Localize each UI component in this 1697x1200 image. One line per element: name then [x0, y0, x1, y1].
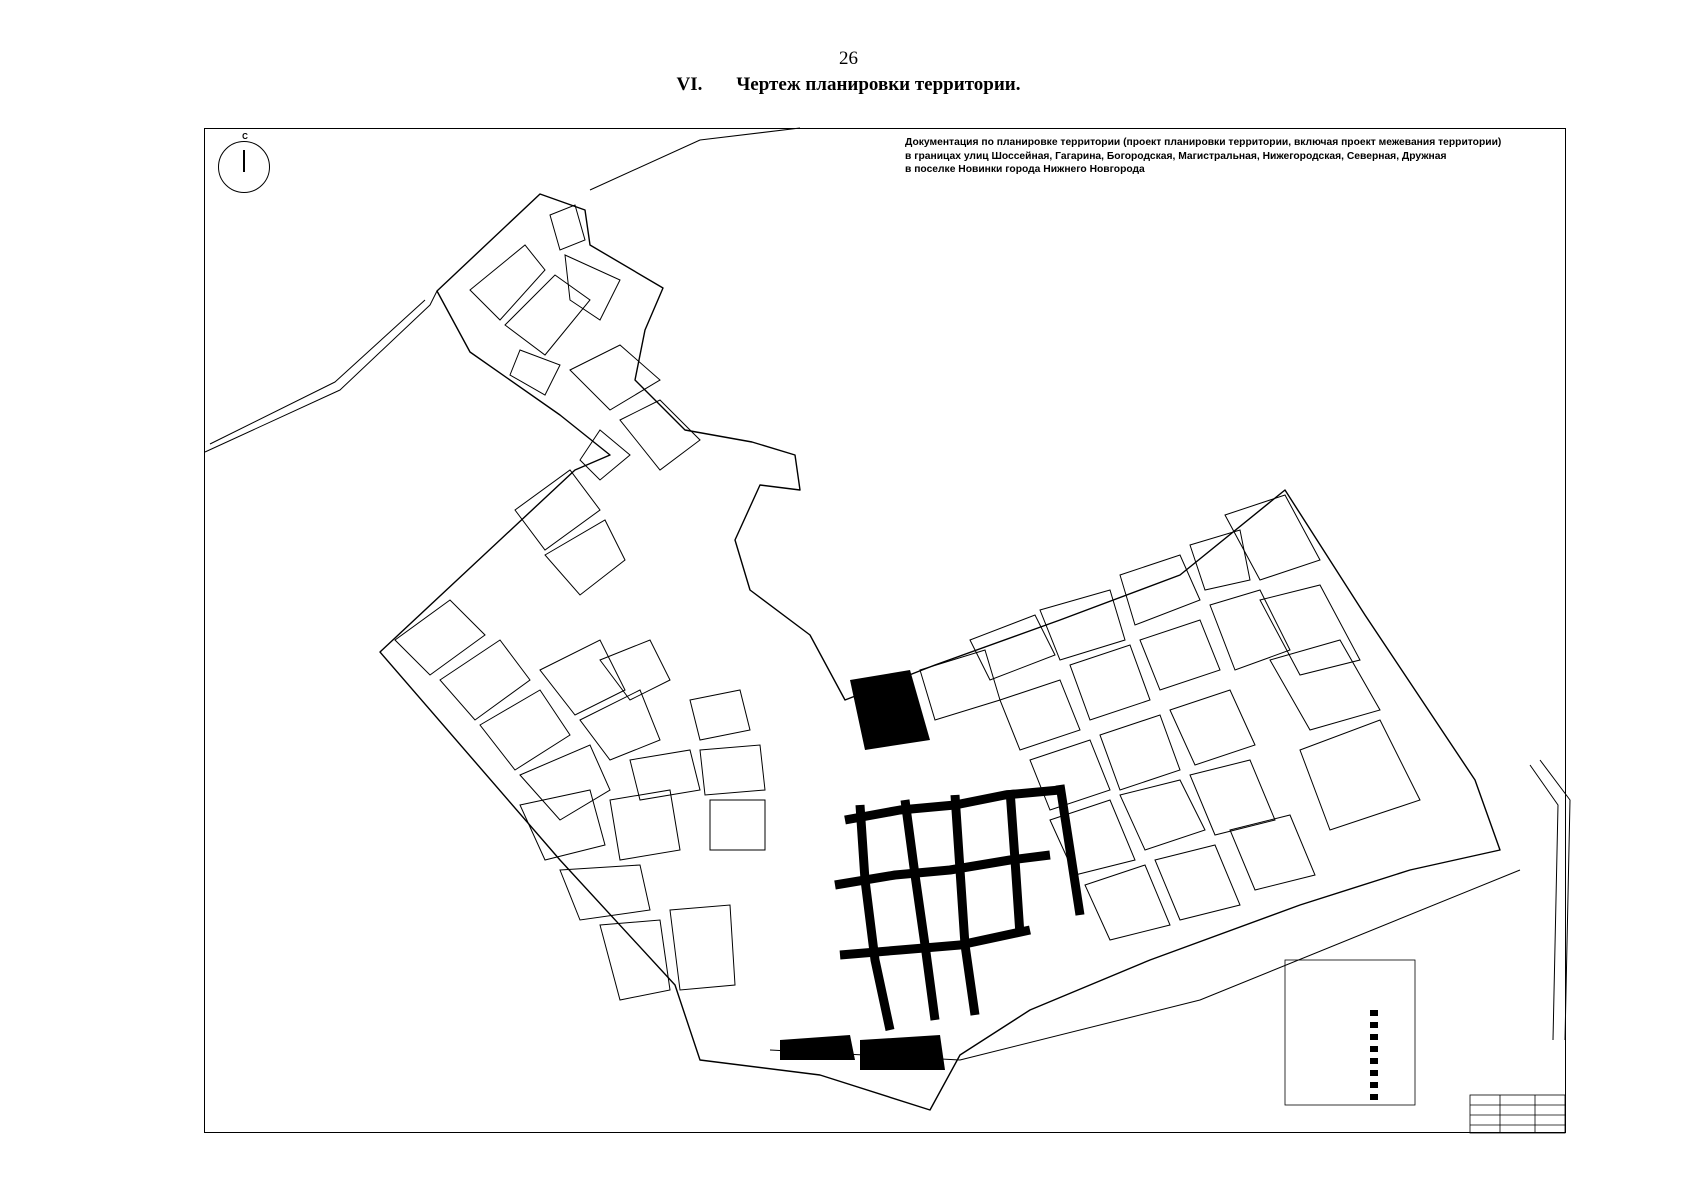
title-block-stamp	[1470, 1095, 1565, 1133]
city-block	[620, 400, 700, 470]
central-road-network	[780, 670, 1080, 1070]
city-block	[1100, 715, 1180, 790]
city-block	[1000, 680, 1080, 750]
west-blocks	[395, 470, 765, 1000]
main-street	[905, 800, 935, 1020]
section-number: VI.	[676, 74, 703, 95]
city-block	[1230, 815, 1315, 890]
city-block	[570, 345, 660, 410]
city-block	[480, 690, 570, 770]
city-block	[520, 745, 610, 820]
city-block	[395, 600, 485, 675]
legend-swatch	[1370, 1094, 1378, 1100]
city-block	[515, 470, 600, 550]
city-block	[670, 905, 735, 990]
legend-swatch	[1370, 1058, 1378, 1064]
legend-swatch	[1370, 1034, 1378, 1040]
city-block	[600, 920, 670, 1000]
city-block	[600, 640, 670, 700]
southern-plaza	[860, 1035, 945, 1070]
stamp-box	[1470, 1095, 1565, 1133]
city-block	[610, 790, 680, 860]
city-block	[1260, 585, 1360, 675]
city-block	[1225, 495, 1320, 580]
city-block	[545, 520, 625, 595]
drawing-title-line: Документация по планировке территории (проект планировки территории, включая проект межевания территории)	[905, 137, 1502, 148]
legend-box	[1285, 960, 1415, 1105]
city-block	[1155, 845, 1240, 920]
city-block	[1030, 740, 1110, 810]
legend-swatch	[1370, 1082, 1378, 1088]
drawing-title-line: в границах улиц Шоссейная, Гагарина, Богородская, Магистральная, Нижегородская, Северная, Дружная	[905, 150, 1447, 162]
city-block	[560, 865, 650, 920]
city-block	[1170, 690, 1255, 765]
city-block	[440, 640, 530, 720]
highway	[210, 300, 425, 444]
city-block	[1140, 620, 1220, 690]
eastern-road	[1530, 765, 1558, 1040]
legend-swatch	[1370, 1046, 1378, 1052]
legend-swatch	[1370, 1010, 1378, 1016]
page-number: 26	[839, 48, 858, 69]
legend	[1285, 960, 1415, 1105]
city-block	[1120, 555, 1200, 625]
main-street	[955, 795, 975, 1015]
city-block	[710, 800, 765, 850]
city-block	[1085, 865, 1170, 940]
main-street	[1010, 790, 1020, 935]
legend-swatch	[1370, 1022, 1378, 1028]
city-block	[505, 275, 590, 355]
eastern-road	[1540, 760, 1570, 1040]
city-block	[1270, 640, 1380, 730]
legend-swatch	[1370, 1070, 1378, 1076]
city-block	[1070, 645, 1150, 720]
main-street	[1060, 785, 1080, 915]
city-block	[550, 205, 585, 250]
highway	[205, 291, 437, 452]
highway	[590, 128, 800, 190]
city-block	[470, 245, 545, 320]
central-block	[850, 670, 930, 750]
city-block	[700, 745, 765, 795]
city-block	[630, 750, 700, 800]
compass-north-label: С	[242, 132, 248, 141]
section-title: Чертеж планировки территории.	[736, 74, 1021, 95]
east-blocks	[920, 495, 1420, 940]
territory-boundary	[380, 194, 1500, 1110]
city-block	[1120, 780, 1205, 850]
city-block	[510, 350, 560, 395]
city-block	[690, 690, 750, 740]
main-street	[860, 805, 890, 1030]
drawing-title-line: в поселке Новинки города Нижнего Новгорода	[905, 164, 1145, 175]
city-block	[1300, 720, 1420, 830]
city-block	[1190, 760, 1275, 835]
city-block	[920, 650, 1000, 720]
nw-blocks	[470, 205, 700, 480]
southern-road	[770, 870, 1520, 1060]
corner-building	[780, 1035, 855, 1060]
